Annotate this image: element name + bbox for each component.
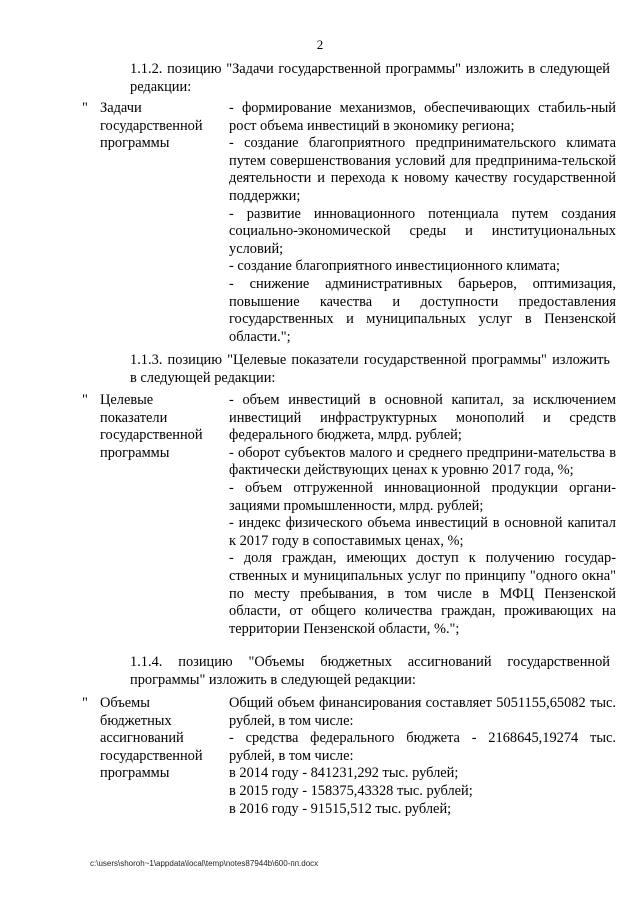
open-quote: " xyxy=(82,100,88,116)
section-112-content xyxy=(229,100,616,346)
list-item: в 2016 году - 91515,512 тыс. рублей; xyxy=(229,800,452,817)
section-113-intro: 1.1.3. позицию "Целевые показатели государственной программы" изложить в следующей редакции: xyxy=(130,352,610,386)
list-item: Общий объем финансирования составляет 5051155,65082 тыс. рублей, в том числе: xyxy=(229,695,616,729)
section-114-intro: 1.1.4. позицию "Объемы бюджетных ассигнований государственной программы" изложить в следующей редакции: xyxy=(130,654,610,688)
list-item: - снижение административных барьеров, оптимизация, повышение качества и доступности предоставления государственных и муниципальных услуг в Пензенской области."; xyxy=(229,275,616,345)
list-item: в 2014 году - 841231,292 тыс. рублей; xyxy=(229,765,459,782)
section-113-label: Целевые показатели государственной программы xyxy=(100,392,203,461)
section-113-content xyxy=(229,392,616,638)
section-112-label: Задачи государственной программы xyxy=(100,100,203,152)
list-item: - объем отгруженной инновационной продукции органи-зациями промышленности, млрд. рублей; xyxy=(229,479,616,514)
list-item: - индекс физического объема инвестиций в основной капитал к 2017 году в сопоставимых ценах, %; xyxy=(229,515,616,549)
file-path-footer: c:\users\shoroh~1\appdata\local\temp\notes87944b\600-пп.docx xyxy=(90,859,319,868)
list-item: - развитие инновационного потенциала путем создания социально-экономической среды и институциональных условий; xyxy=(229,205,616,257)
section-114-content xyxy=(229,695,616,818)
list-item: - формирование механизмов, обеспечивающих стабиль-ный рост объема инвестиций в экономику региона; xyxy=(229,100,616,134)
section-114-label: Объемы бюджетных ассигнований государственной программы xyxy=(100,695,203,782)
list-item: - создание благоприятного инвестиционного климата; xyxy=(229,258,561,275)
list-item: - доля граждан, имеющих доступ к получению государ-ственных и муниципальных услуг по принципу "одного окна" по месту пребывания, в том числе в МФЦ Пензенской области, от общего количества граждан, проживающих на территории Пензенской области, %."; xyxy=(229,550,616,637)
page-number: 2 xyxy=(316,37,324,52)
list-item: - средства федерального бюджета - 2168645,19274 тыс. рублей, в том числе: xyxy=(229,730,616,764)
list-item: в 2015 году - 158375,43328 тыс. рублей; xyxy=(229,782,473,799)
open-quote: " xyxy=(82,392,88,408)
section-112-intro: 1.1.2. позицию "Задачи государственной программы" изложить в следующей редакции: xyxy=(130,61,610,95)
list-item: - оборот субъектов малого и среднего предприни-мательства в фактически действующих ценах к уровню 2017 года, %; xyxy=(229,444,616,479)
list-item: - объем инвестиций в основной капитал, за исключением инвестиций инфраструктурных монополий и средств федерального бюджета, млрд. рублей; xyxy=(229,392,616,444)
list-item: - создание благоприятного предпринимательского климата путем совершенствования условий для предпринима-тельской деятельности и перехода к новому качеству государственной поддержки; xyxy=(229,135,616,204)
open-quote: " xyxy=(82,695,88,711)
